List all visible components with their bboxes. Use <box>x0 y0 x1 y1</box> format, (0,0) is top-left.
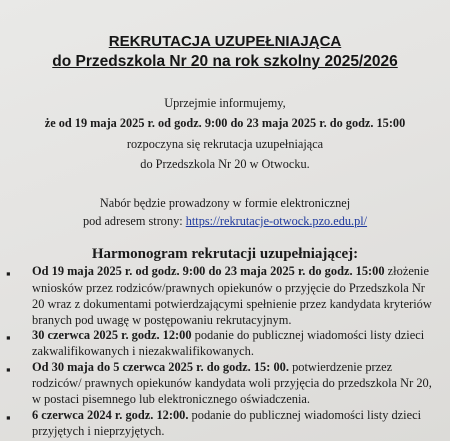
page-title-line1: REKRUTACJA UZUPEŁNIAJĄCA <box>108 33 342 50</box>
schedule-item-4-line2: przyjętych i nieprzyjętych. <box>32 424 165 438</box>
schedule-item-2-line1: 30 czerwca 2025 r. godz. 12:00 podanie do publicznej wiadomości listy dzieci <box>32 328 425 342</box>
schedule-item-1-line3: 20 wraz z dokumentami potwierdzającymi spełnienie przez kandydata kryteriów <box>32 297 432 311</box>
info-line1: Nabór będzie prowadzony w formie elektronicznej <box>99 196 351 210</box>
schedule-item-3-line1: Od 30 maja do 5 czerwca 2025 r. do godz. 15: 00. potwierdzenie przez <box>32 360 393 374</box>
page-title-line2: do Przedszkola Nr 20 na rok szkolny 2025/2026 <box>52 53 398 70</box>
schedule-item-1-line2: wniosków przez rodziców/prawnych opiekunów o przyjęcie do Przedszkola Nr <box>32 281 425 295</box>
bullet-icon: ▪ <box>6 410 11 425</box>
info-prefix: pod adresem strony: <box>82 214 186 228</box>
schedule-item-1-line4: branych pod uwagę w postępowaniu rekrutacyjnym. <box>32 313 292 327</box>
schedule-heading: Harmonogram rekrutacji uzupełniającej: <box>91 246 359 262</box>
info-line2 <box>0 214 450 229</box>
intro-dates: że od 19 maja 2025 r. od godz. 9:00 do 23 maja 2025 r. do godz. 15:00 <box>44 116 406 130</box>
schedule-item-3-line3: w postaci pisemnego lub elektronicznego oświadczenia. <box>32 392 311 406</box>
recruitment-link[interactable]: https://rekrutacje-otwock.pzo.edu.pl/ <box>185 214 368 228</box>
intro-line4: do Przedszkola Nr 20 w Otwocku. <box>140 157 310 171</box>
intro-line1: Uprzejmie informujemy, <box>164 96 286 110</box>
schedule-item-4-line1: 6 czerwca 2024 r. godz. 12:00. podanie do publicznej wiadomości listy dzieci <box>32 408 422 422</box>
schedule-item-3-line2: rodziców/ prawnych opiekunów kandydata woli przyjęcia do przedszkola Nr 20, <box>32 376 432 390</box>
intro-line3: rozpoczyna się rekrutacja uzupełniająca <box>126 137 324 151</box>
schedule-item-2-line2: zakwalifikowanych i niezakwalifikowanych. <box>32 344 254 358</box>
bullet-icon: ▪ <box>6 330 11 345</box>
bullet-icon: ▪ <box>6 362 11 377</box>
bullet-icon: ▪ <box>6 266 11 281</box>
schedule-item-1-line1: Od 19 maja 2025 r. od godz. 9:00 do 23 maja 2025 r. do godz. 15:00 złożenie <box>32 264 429 278</box>
